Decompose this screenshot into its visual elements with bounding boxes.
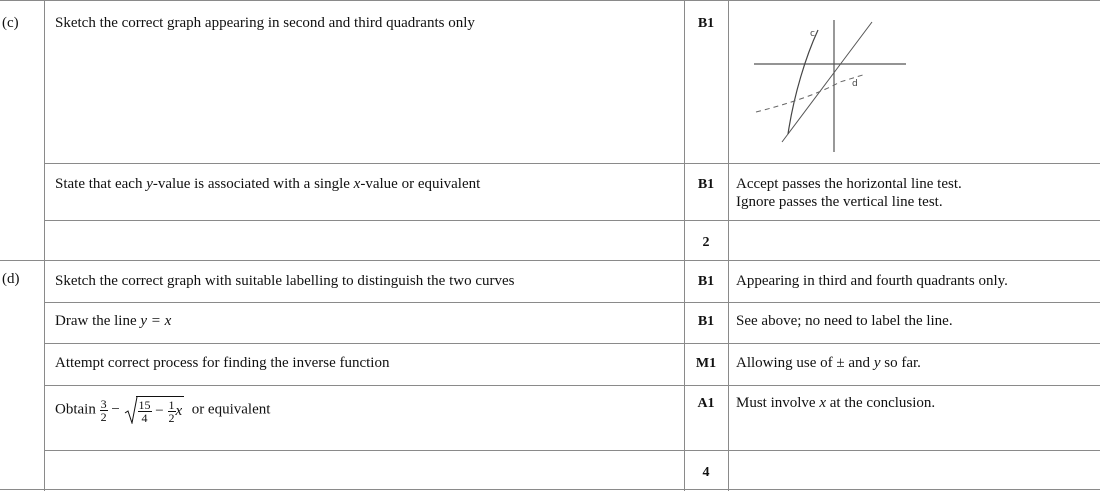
table-rule [0, 0, 1100, 1]
table-rule [728, 0, 729, 491]
total-marks: 4 [702, 465, 710, 480]
criterion-text: Attempt correct process for finding the inverse function [55, 355, 390, 371]
answer-expression [55, 396, 270, 424]
mark-code: B1 [697, 16, 715, 31]
criterion-text: Sketch the correct graph with suitable labelling to distinguish the two curves [55, 273, 515, 289]
fraction: $\frac{3}{2}$ [100, 396, 107, 424]
table-rule [44, 302, 1100, 303]
sketch-graph-image [748, 16, 908, 156]
guidance-note: Accept passes the horizontal line test. [736, 176, 962, 192]
guidance-note: Allowing use of ± and y so far. [736, 355, 921, 371]
table-rule [44, 385, 1100, 386]
mark-code: M1 [695, 356, 717, 371]
criterion-text: State that each y-value is associated with a single x-value or equivalent [55, 176, 481, 192]
table-rule [44, 220, 1100, 221]
guidance-note: See above; no need to label the line. [736, 313, 953, 329]
table-rule [44, 163, 1100, 164]
table-rule [44, 343, 1100, 344]
radical-sign-icon [124, 396, 138, 424]
obtain-word: Obtain [55, 401, 96, 418]
guidance-note: Must involve x at the conclusion. [736, 395, 936, 411]
minus-sign: − [111, 401, 120, 418]
mark-code: B1 [697, 177, 715, 192]
variable-x: x [175, 403, 183, 419]
mark-code: B1 [697, 274, 715, 289]
total-marks: 2 [702, 235, 710, 250]
part-label-c: (c) [2, 15, 19, 31]
guidance-note: Ignore passes the vertical line test. [736, 194, 943, 210]
criterion-text: Sketch the correct graph appearing in second and third quadrants only [55, 15, 475, 31]
table-rule [44, 450, 1100, 451]
criterion-text: Draw the line y = x [55, 313, 172, 329]
fraction: $\frac{15}{4}$ [138, 398, 151, 426]
minus-sign: − [155, 403, 164, 419]
fraction: $\frac{1}{2}$ [168, 398, 175, 426]
table-rule [0, 260, 1100, 261]
table-rule [0, 489, 1100, 490]
or-equivalent: or equivalent [191, 401, 271, 418]
guidance-note: Appearing in third and fourth quadrants only. [736, 273, 1008, 289]
square-root [124, 396, 185, 424]
mark-code: B1 [697, 314, 715, 329]
table-rule [44, 0, 45, 491]
sketch-label-d: d [852, 79, 858, 89]
part-label-d: (d) [2, 271, 20, 287]
sketch-label-c: c [810, 29, 815, 39]
mark-code: A1 [697, 396, 715, 411]
